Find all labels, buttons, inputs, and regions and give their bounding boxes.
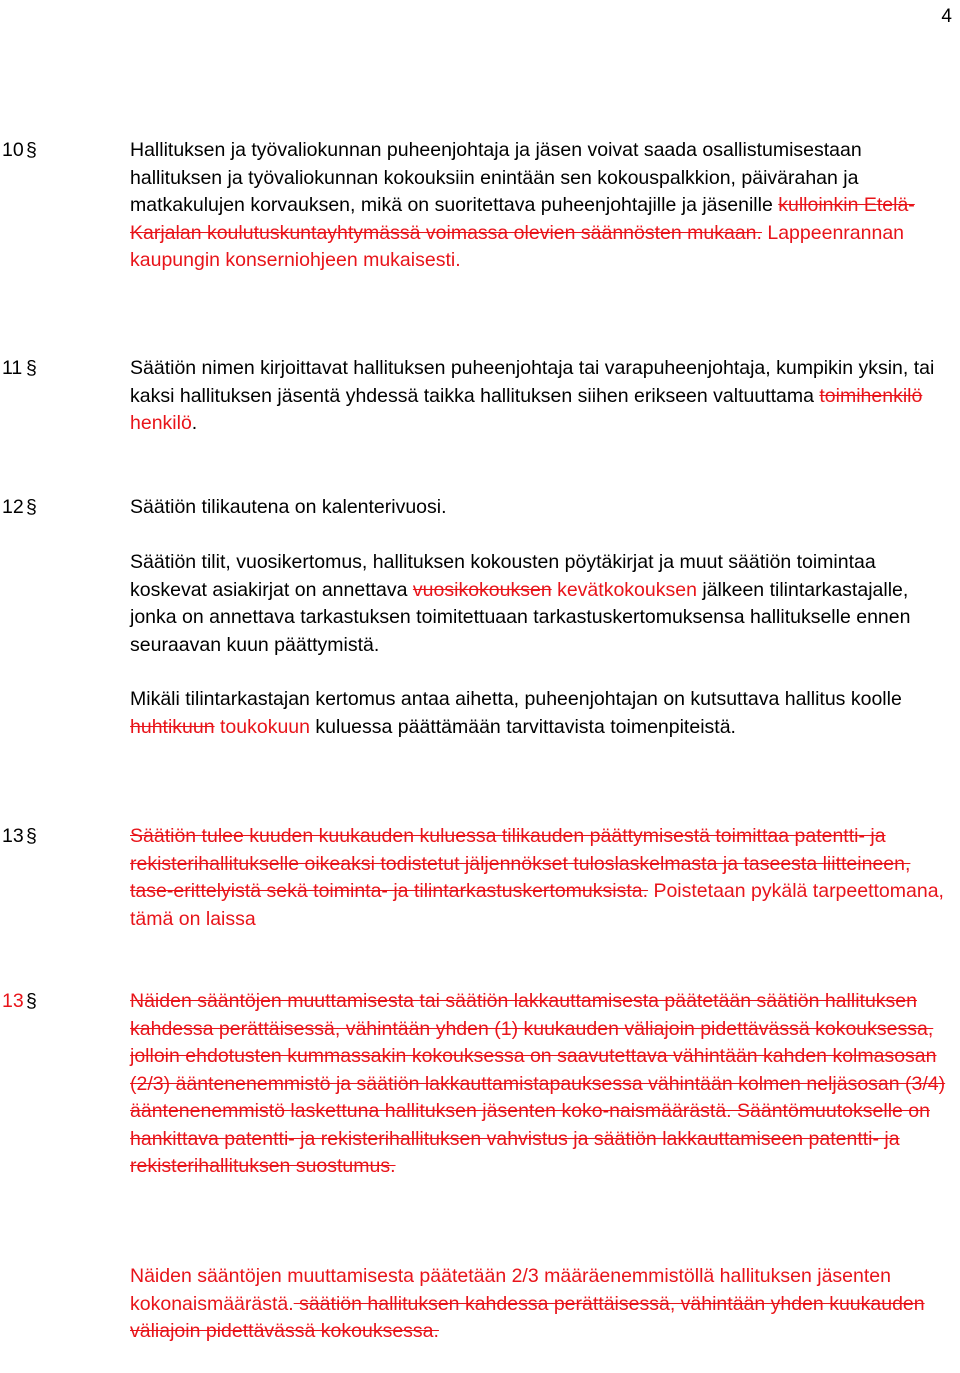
section-number: 12	[2, 496, 24, 518]
section-11-paragraph	[130, 355, 950, 438]
deleted-text: säätiön hallituksen kahdessa perättäisessä, vähintään yhden kuukauden väliajoin pidettävässä kokouksessa.	[130, 1292, 925, 1342]
body-text: Hallituksen ja työvaliokunnan puheenjohtaja ja jäsen voivat saada osallistumisestaan hallituksen ja työvaliokunnan kokouksiin enintään sen kokouspalkkion, päivärahan ja matkakulujen korvauksen, mikä on suoritettava puheenjohtajille ja jäsenille	[130, 139, 862, 216]
body-text: Säätiön tilit, vuosikertomus, hallituksen kokousten pöytäkirjat ja muut säätiön toimintaa koskevat asiakirjat on annettava	[130, 551, 876, 601]
section-12-paragraph-1	[130, 494, 950, 522]
section-10	[0, 137, 960, 275]
section-13	[0, 988, 960, 1181]
section-mark: §	[26, 357, 37, 379]
section-number: 13	[2, 990, 24, 1012]
section-number: 10	[2, 139, 24, 161]
section-13-paragraph-2	[130, 1263, 950, 1346]
section-12	[0, 494, 960, 522]
section-11	[0, 355, 960, 438]
body-text: kuluessa päättämään tarvittavista toimenpiteistä.	[309, 715, 736, 738]
section-13-deleted-paragraph	[130, 823, 950, 933]
inserted-text: Lappeenrannan kaupungin konserniohjeen mukaisesti.	[130, 221, 905, 271]
section-10-paragraph	[130, 137, 950, 275]
deleted-text: Säätiön tulee kuuden kuukauden kuluessa tilikauden päättymisestä toimittaa patentti- ja rekisterihallitukselle oikeaksi todistetut jäljennökset tuloslaskelmasta ja taseesta liitteineen, tase-erittelyistä sekä toiminta- ja tilintarkastuskertomuksista.	[130, 825, 911, 902]
body-text: Mikäli tilintarkastajan kertomus antaa aihetta, puheenjohtajan on kutsuttava hallitus koolle	[130, 688, 902, 710]
section-13-paragraph-1	[130, 988, 950, 1181]
page-number: 4	[941, 6, 952, 27]
inserted-text: kevätkokouksen	[551, 578, 697, 601]
inserted-text: Poistetaan pykälä tarpeettomana, tämä on laissa	[130, 880, 944, 930]
section-number: 11	[2, 357, 23, 379]
body-text: .	[191, 412, 198, 434]
section-13-cont	[0, 1263, 960, 1346]
deleted-text: toimihenkilö	[819, 384, 923, 407]
body-text: Säätiön tilikautena on kalenterivuosi.	[130, 496, 447, 518]
section-number: 13	[2, 825, 24, 847]
section-mark: §	[26, 990, 37, 1012]
section-12-cont-a	[0, 549, 960, 659]
body-text: Säätiön nimen kirjoittavat hallituksen puheenjohtaja tai varapuheenjohtaja, kumpikin yksin, tai kaksi hallituksen jäsentä yhdessä taikka hallituksen siihen erikseen valtuuttama	[130, 357, 935, 407]
section-mark: §	[26, 139, 37, 161]
deleted-text: huhtikuun	[130, 715, 215, 738]
deleted-text: vuosikokouksen	[412, 578, 552, 601]
deleted-text: kulloinkin Etelä-Karjalan koulutuskuntayhtymässä voimassa olevien säännösten mukaan.	[130, 194, 915, 244]
section-mark: §	[26, 496, 37, 518]
section-12-paragraph-3	[130, 686, 950, 741]
body-text: jälkeen tilintarkastajalle, jonka on annettava tarkastuksen toimitettuaan tarkastuskertomuksensa hallitukselle ennen seuraavan kuun päättymistä.	[130, 578, 911, 656]
inserted-text: Näiden sääntöjen muuttamisesta päätetään 2/3 määräenemmistöllä hallituksen jäsenten kokonaismäärästä.	[130, 1265, 891, 1315]
section-12-cont-b	[0, 686, 960, 741]
deleted-text: Näiden sääntöjen muuttamisesta tai säätiön lakkauttamisesta päätetään säätiön hallituksen kahdessa perättäisessä, vähintään yhden (1) kuukauden väliajoin pidettävässä kokouksessa, jolloin ehdotusten kummassakin kokouksessa on saavutettava vähintään kahden kolmasosan (2/3) ääntenenemmistö ja säätiön lakkauttamistapauksessa vähintään kolmen neljäsosan (3/4) ääntenenemmistö laskettuna hallituksen jäsenten koko-naismäärästä. Sääntömuutokselle on hankittava patentti- ja rekisterihallituksen vahvistus ja säätiön lakkauttamiseen patentti- ja rekisterihallituksen suostumus.	[130, 990, 946, 1177]
inserted-text: henkilö	[130, 412, 192, 434]
section-13-deleted	[0, 823, 960, 933]
section-12-paragraph-2	[130, 549, 950, 659]
inserted-text: toukokuun	[214, 715, 310, 738]
section-mark: §	[26, 825, 37, 847]
